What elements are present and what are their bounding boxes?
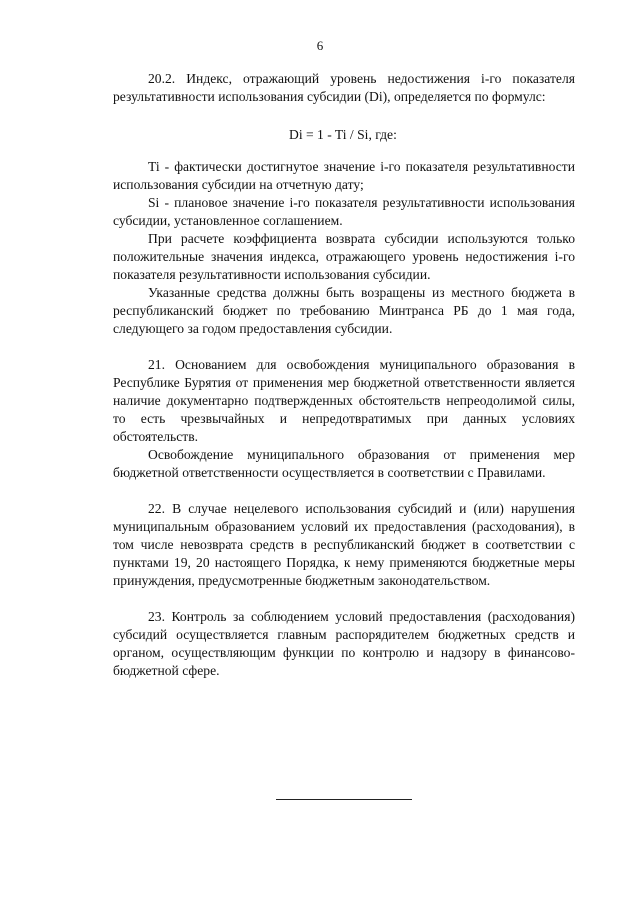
positive-values-note: При расчете коэффициента возврата субсидии используются только положительные значения индекса, отражающего уровень недостижения i-го показателя результативности использования субсидии. bbox=[113, 231, 575, 282]
document-body bbox=[113, 70, 575, 680]
section-21-main: 21. Основанием для освобождения муниципального образования в Республике Бурятия от применения мер бюджетной ответственности является наличие документарно подтвержденных обстоятельств непреодолимой силы, то есть чрезвычайных и непредотвратимых при данных условиях обстоятельств. bbox=[113, 357, 575, 444]
section-gap bbox=[113, 482, 575, 500]
si-definition: Si - плановое значение i-го показателя результативности использования субсидии, установленное соглашением. bbox=[113, 195, 575, 228]
section-gap bbox=[113, 590, 575, 608]
section-22-main: 22. В случае нецелевого использования субсидий и (или) нарушения муниципальным образованием условий их предоставления (расходования), в том числе невозврата средств в республиканский бюджет в соответствии с пунктами 19, 20 настоящего Порядка, к нему применяются бюджетные меры принуждения, предусмотренные бюджетным законодательством. bbox=[113, 501, 575, 588]
section-20-2-intro: 20.2. Индекс, отражающий уровень недостижения i-го показателя результативности использования субсидии (Di), определяется по формулс: bbox=[113, 71, 575, 104]
funds-return-note: Указанные средства должны быть возращены из местного бюджета в республиканский бюджет по требованию Минтранса РБ до 1 мая года, следующего за годом предоставления субсидии. bbox=[113, 285, 575, 336]
ti-definition: Ti - фактически достигнутое значение i-го показателя результативности использования субсидии на отчетную дату; bbox=[113, 159, 575, 192]
signature-line bbox=[276, 799, 412, 800]
section-gap bbox=[113, 338, 575, 356]
formula: Di = 1 - Ti / Si, где: bbox=[289, 127, 397, 142]
page-number: 6 bbox=[316, 38, 324, 53]
section-21-release: Освобождение муниципального образования от применения мер бюджетной ответственности осуществляется в соответствии с Правилами. bbox=[113, 447, 575, 480]
section-23-main: 23. Контроль за соблюдением условий предоставления (расходования) субсидий осуществляется главным распорядителем бюджетных средств и органом, осуществляющим функции по контролю и надзору в финансово-бюджетной сфере. bbox=[113, 609, 575, 678]
